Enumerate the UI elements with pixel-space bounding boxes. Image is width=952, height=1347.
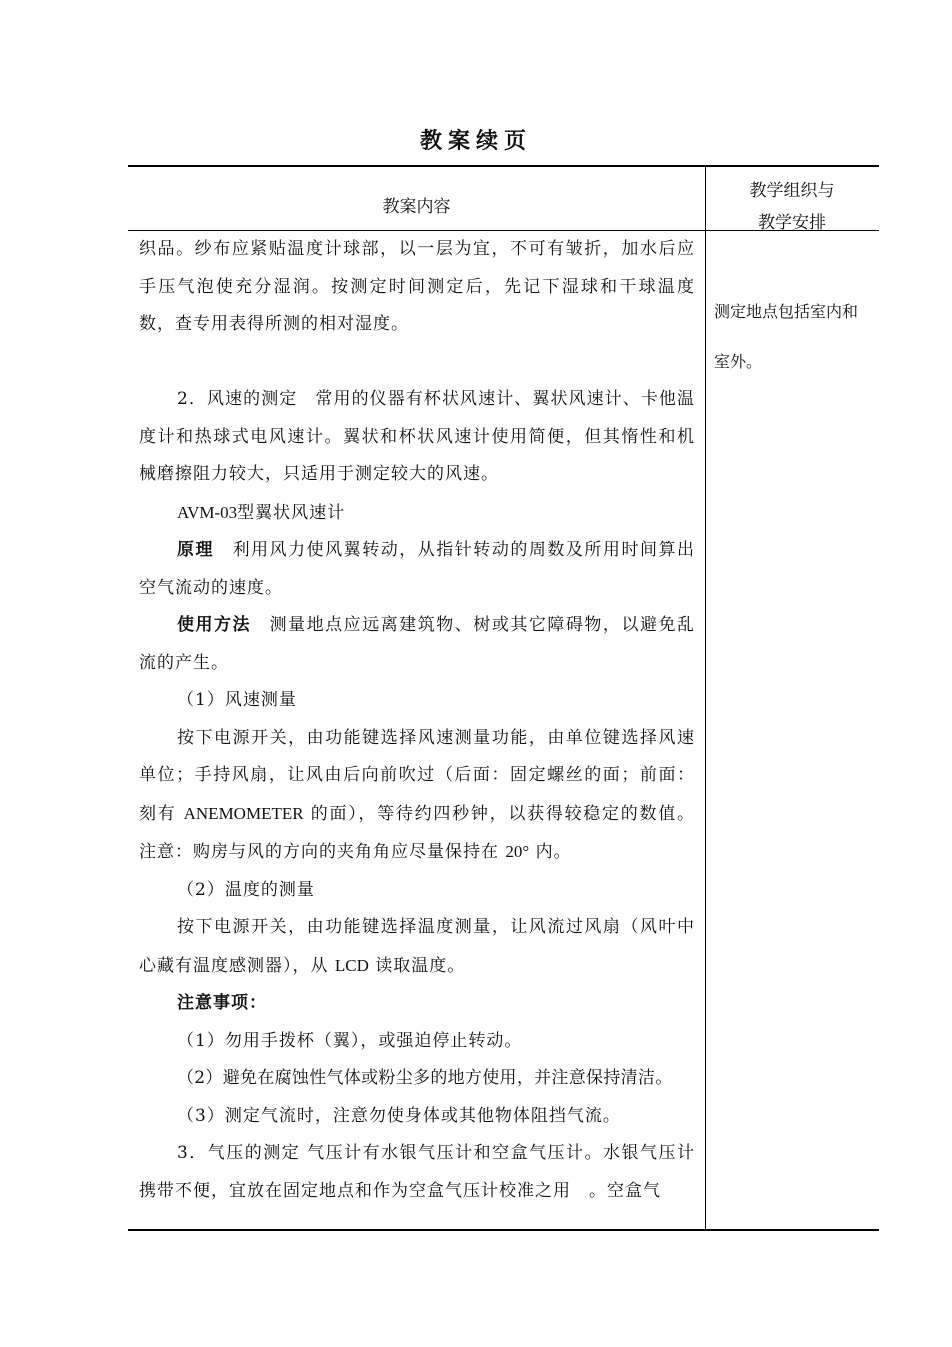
- paragraph-wind-speed: 2．风速的测定 常用的仪器有杯状风速计、翼状风速计、卡他温度计和热球式电风速计。翼状和杯状风速计使用简便，但其惰性和机械磨擦阻力较大，只适用于测定较大的风速。: [139, 389, 695, 484]
- usage-text: 测量地点应远离建筑物、树或其它障碍物，以避免乱流的产生。: [139, 615, 696, 673]
- notes-heading: 注意事项：: [177, 993, 267, 1013]
- wind-measure-text-a: 按下电源开关，由功能键选择风速测量功能，由单位键选择风速单位；手持风扇，让风由后向前吹过（后面：固定螺丝的面；前面：刻有: [139, 727, 695, 824]
- principle-label: 原理: [177, 540, 215, 560]
- angle-value: 20°: [505, 842, 530, 861]
- note-item-2: （2）避免在腐蚀性气体或粉尘多的地方使用，并注意保持清洁。: [177, 1068, 673, 1088]
- side-note: [714, 287, 874, 387]
- lesson-content: [139, 231, 695, 1210]
- anemometer-label: ANEMOMETER: [183, 803, 304, 823]
- instrument-heading: [139, 494, 695, 533]
- subheading-wind-measure: （1）风速测量: [177, 690, 297, 710]
- table-top-border: [128, 165, 879, 167]
- side-note-line1: 测定地点包括室内和: [714, 302, 859, 321]
- principle-text: 利用风力使风翼转动，从指针转动的周数及所用时间算出空气流动的速度。: [139, 540, 696, 598]
- page-title: 教案续页: [419, 128, 532, 154]
- header-lesson-content: 教案内容: [382, 197, 451, 217]
- temperature-text-b: 读取温度。: [368, 955, 466, 976]
- column-divider: [705, 166, 706, 1230]
- header-side-line1: 教学组织与: [749, 181, 835, 201]
- lcd-label: LCD: [334, 955, 369, 975]
- paragraph-temperature: [139, 909, 695, 985]
- paragraph-usage: [139, 607, 695, 682]
- table-bottom-border: [128, 1229, 879, 1231]
- side-note-line2: 室外。: [714, 352, 763, 371]
- note-item-3: （3）测定气流时，注意勿使身体或其他物体阻挡气流。: [177, 1105, 621, 1126]
- paragraph-principle: [139, 532, 695, 607]
- subheading-temperature: （2）温度的测量: [177, 879, 315, 900]
- temperature-text-a: 按下电源开关，由功能键选择温度测量，让风流过风扇（风叶中心藏有温度感测器），从: [139, 917, 695, 976]
- model-number: AVM-03: [177, 502, 238, 522]
- note-item-1: （1）勿用手拨杯（翼），或强迫停止转动。: [177, 1030, 523, 1051]
- header-side-line2: 教学安排: [758, 213, 826, 233]
- paragraph-humidity-end: 织品。纱布应紧贴温度计球部，以一层为宜，不可有皱折，加水后应手压气泡使充分湿润。按测定时间测定后，先记下湿球和干球温度数，查专用表得所测的相对湿度。: [139, 239, 695, 334]
- paragraph-wind-measure: [139, 720, 695, 872]
- wind-measure-text-c: 内。: [529, 842, 572, 862]
- wind-measure-text-b: 的面），等待约四秒钟，以获得较稳定的数值。注意：购房与风的方向的夹角角应尽量保持在: [139, 803, 695, 862]
- usage-label: 使用方法: [177, 615, 252, 635]
- header-teaching-arrangement: [706, 175, 878, 239]
- blank-line: [139, 344, 695, 382]
- instrument-name: 型翼状风速计: [237, 502, 346, 523]
- paragraph-pressure: 3．气压的测定 气压计有水银气压计和空盒气压计。水银气压计携带不便，宜放在固定地点和作为空盒气压计校准之用 。空盒气: [139, 1143, 695, 1201]
